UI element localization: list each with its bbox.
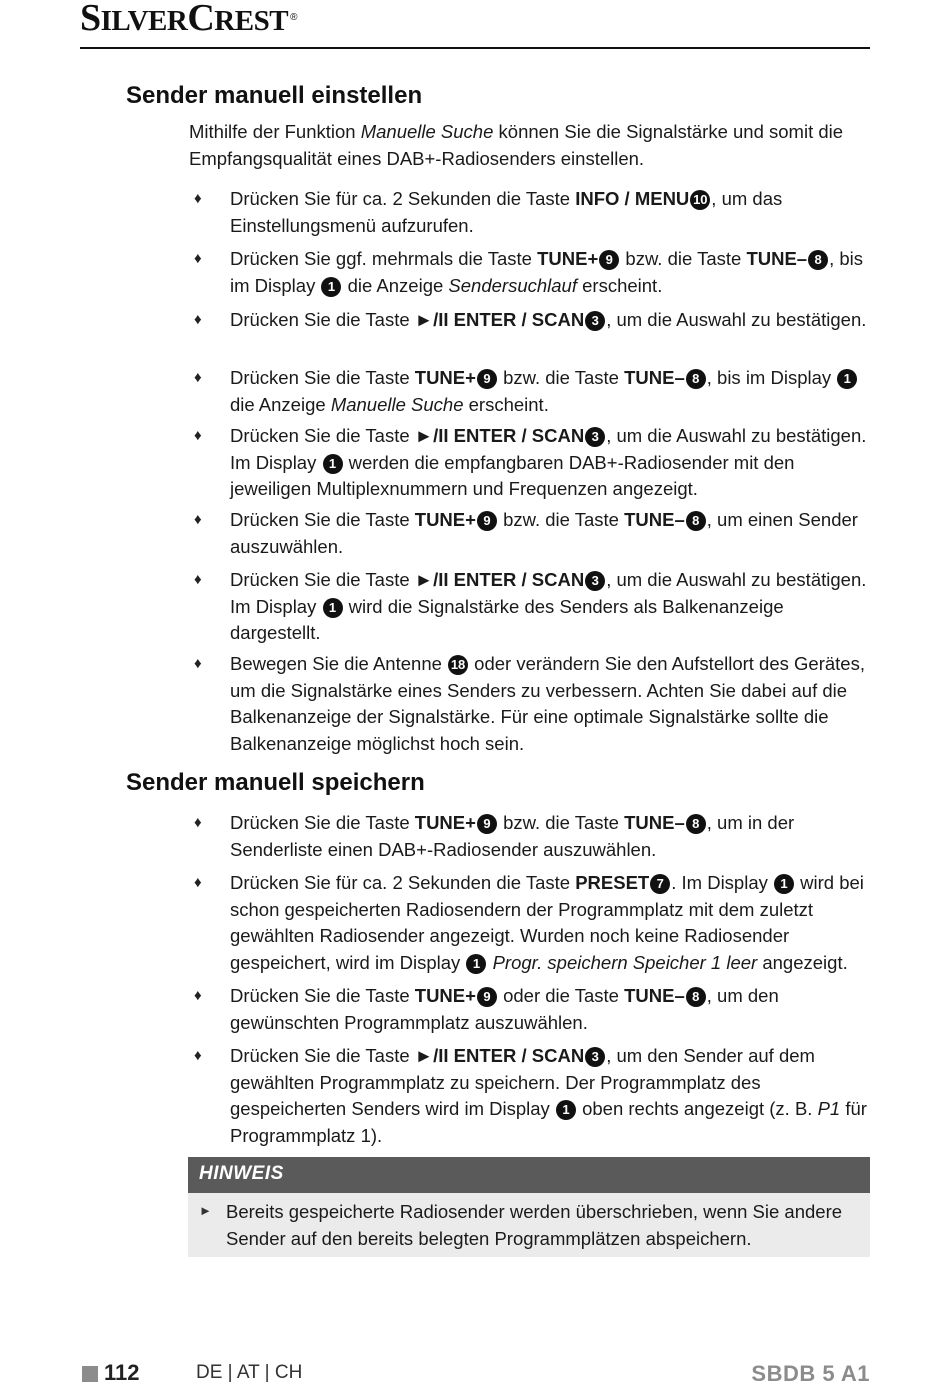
button-name: TUNE+ <box>414 812 476 833</box>
button-name: TUNE– <box>624 367 685 388</box>
control-number-badge: 10 <box>690 190 710 210</box>
button-name: TUNE– <box>624 509 685 530</box>
control-number-badge: 9 <box>477 369 497 389</box>
list-item-text <box>230 246 870 299</box>
text-segment: Drücken Sie die Taste <box>230 985 415 1006</box>
note-heading: HINWEIS <box>199 1163 284 1184</box>
text-segment: Drücken Sie die Taste <box>230 569 415 590</box>
text-segment: erscheint. <box>463 393 549 415</box>
control-number-badge: 9 <box>599 250 619 270</box>
control-number-badge: 3 <box>585 427 605 447</box>
control-number-badge: 18 <box>448 655 468 675</box>
text-segment: Drücken Sie die Taste <box>230 367 415 388</box>
list-item-text <box>230 365 870 418</box>
text-segment: bzw. die Taste <box>620 248 747 269</box>
list-item-text <box>230 307 870 334</box>
text-segment: bzw. die Taste <box>497 367 625 388</box>
control-number-badge: 9 <box>477 511 497 531</box>
country-codes: DE | AT | CH <box>196 1362 303 1383</box>
button-name: TUNE+ <box>414 509 476 530</box>
list-item-text <box>230 1043 870 1149</box>
diamond-bullet-icon: ♦ <box>194 571 202 588</box>
control-number-badge: 7 <box>650 874 670 894</box>
control-number-badge: 8 <box>686 814 706 834</box>
list-item-text <box>230 983 870 1036</box>
diamond-bullet-icon: ♦ <box>194 874 202 891</box>
diamond-bullet-icon: ♦ <box>194 250 202 267</box>
note-header <box>188 1157 870 1193</box>
diamond-bullet-icon: ♦ <box>194 190 202 207</box>
text-segment: erscheint. <box>576 274 663 296</box>
text-segment: , um die Auswahl zu bestätigen. Im Display <box>230 569 867 617</box>
list-item-text <box>230 423 870 503</box>
button-name: TUNE+ <box>414 367 476 388</box>
text-segment: , um das Einstellungsmenü aufzurufen. <box>230 188 783 236</box>
control-number-badge: 1 <box>321 277 341 297</box>
control-number-badge: 1 <box>323 598 343 618</box>
text-segment: , um den gewünschten Programmplatz auszuwählen. <box>230 985 779 1033</box>
text-segment: Drücken Sie die Taste <box>230 309 415 330</box>
control-number-badge: 8 <box>686 511 706 531</box>
text-segment: , um den Sender auf dem gewählten Programmplatz zu speichern. Der Programmplatz des gespeicherten Senders wird im Display <box>230 1045 815 1119</box>
control-number-badge: 1 <box>323 454 343 474</box>
text-segment: oder die Taste <box>497 985 625 1006</box>
page-number: 112 <box>104 1360 140 1385</box>
text-segment: die Anzeige <box>342 274 449 296</box>
button-name: TUNE– <box>624 985 685 1006</box>
list-item-text <box>230 186 870 239</box>
button-name: ►/II ENTER / SCAN <box>414 569 585 590</box>
text-segment: wird die Signalstärke des Senders als Balkenanzeige dargestellt. <box>230 595 784 643</box>
diamond-bullet-icon: ♦ <box>194 814 202 831</box>
text-segment: Bewegen Sie die Antenne <box>230 653 448 674</box>
text-segment: , um einen Sender auszuwählen. <box>230 509 858 557</box>
note-text: Bereits gespeicherte Radiosender werden überschrieben, wenn Sie andere Sender auf den bereits belegten Programmplätzen abspeichern. <box>226 1201 843 1249</box>
text-segment: Drücken Sie die Taste <box>230 1045 415 1066</box>
display-text: Manuelle Suche <box>330 393 464 415</box>
button-name: TUNE– <box>746 248 808 269</box>
button-name: TUNE+ <box>414 985 476 1006</box>
intro-paragraph: Mithilfe der Funktion Manuelle Suche können Sie die Signalstärke und somit die Empfangsqualität eines DAB+-Radiosenders einstellen. <box>189 121 844 169</box>
control-number-badge: 3 <box>585 571 605 591</box>
page-footer <box>80 1360 870 1386</box>
note-body <box>188 1193 870 1257</box>
text-segment: oben rechts angezeigt (z. B. <box>576 1098 818 1119</box>
page-marker-square <box>82 1366 98 1382</box>
diamond-bullet-icon: ♦ <box>194 311 202 328</box>
control-number-badge: 8 <box>686 987 706 1007</box>
list-item-text <box>230 567 870 647</box>
diamond-bullet-icon: ♦ <box>194 369 202 386</box>
control-number-badge: 9 <box>477 814 497 834</box>
button-name: INFO / MENU <box>575 188 690 209</box>
text-segment: angezeigt. <box>757 951 848 973</box>
text-segment: Drücken Sie die Taste <box>230 812 415 833</box>
list-item-text <box>230 870 870 976</box>
text-segment: Drücken Sie für ca. 2 Sekunden die Taste <box>230 872 576 893</box>
arrow-icon: ► <box>199 1203 212 1218</box>
text-segment: Drücken Sie die Taste <box>230 509 415 530</box>
text-segment: oder verändern Sie den Aufstellort des Gerätes, um die Signalstärke eines Senders zu verbessern. Achten Sie dabei auf die Balkenanzeige der Signalstärke. Für eine optimale Signalstärke sollte die Balkenanzeige möglichst hoch sein. <box>230 653 865 754</box>
text-segment: wird bei schon gespeicherten Radiosendern der Programmplatz mit dem zuletzt gewählten Radiosender angezeigt. Wurden noch keine Radiosender gespeichert, wird im Display <box>230 872 864 973</box>
section-title-manual-storing: Sender manuell speichern <box>126 769 425 796</box>
control-number-badge: 1 <box>466 954 486 974</box>
button-name: ►/II ENTER / SCAN <box>414 425 585 446</box>
control-number-badge: 3 <box>585 311 605 331</box>
text-segment: Drücken Sie ggf. mehrmals die Taste <box>230 248 538 269</box>
diamond-bullet-icon: ♦ <box>194 987 202 1004</box>
text-segment: Drücken Sie für ca. 2 Sekunden die Taste <box>230 188 576 209</box>
diamond-bullet-icon: ♦ <box>194 427 202 444</box>
control-number-badge: 1 <box>837 369 857 389</box>
text-segment: , um die Auswahl zu bestätigen. <box>606 309 867 330</box>
display-text: Sendersuchlauf <box>448 274 577 296</box>
control-number-badge: 3 <box>585 1047 605 1067</box>
header-divider <box>80 47 870 49</box>
brand-logo: SILVERCREST ® <box>80 0 297 39</box>
button-name: PRESET <box>575 872 650 893</box>
button-name: ►/II ENTER / SCAN <box>414 1045 585 1066</box>
control-number-badge: 1 <box>774 874 794 894</box>
text-segment: die Anzeige <box>230 393 331 415</box>
text-segment: bzw. die Taste <box>497 812 625 833</box>
text-segment: . Im Display <box>671 872 774 893</box>
text-segment: für Programmplatz 1). <box>230 1098 867 1146</box>
button-name: ►/II ENTER / SCAN <box>414 309 585 330</box>
list-item-text <box>230 507 870 560</box>
diamond-bullet-icon: ♦ <box>194 1047 202 1064</box>
display-text: P1 <box>817 1098 841 1119</box>
display-text: Progr. speichern Speicher 1 leer <box>492 951 758 973</box>
control-number-badge: 8 <box>808 250 828 270</box>
section-title-manual-tuning: Sender manuell einstellen <box>126 82 423 109</box>
text-segment: , bis im Display <box>230 248 864 296</box>
text-segment: , um in der Senderliste einen DAB+-Radiosender auszuwählen. <box>230 812 795 860</box>
list-item-text <box>230 810 870 863</box>
control-number-badge: 9 <box>477 987 497 1007</box>
text-segment: Drücken Sie die Taste <box>230 425 415 446</box>
model-number: SBDB 5 A1 <box>751 1361 870 1386</box>
control-number-badge: 1 <box>556 1100 576 1120</box>
button-name: TUNE+ <box>537 248 599 269</box>
text-segment: , bis im Display <box>706 367 837 388</box>
text-segment: werden die empfangbaren DAB+-Radiosender mit den jeweiligen Multiplexnummern und Frequenzen angezeigt. <box>230 451 795 499</box>
text-segment: , um die Auswahl zu bestätigen. Im Display <box>230 425 867 473</box>
button-name: TUNE– <box>624 812 685 833</box>
text-segment: bzw. die Taste <box>497 509 625 530</box>
list-item-text <box>230 651 870 757</box>
diamond-bullet-icon: ♦ <box>194 655 202 672</box>
diamond-bullet-icon: ♦ <box>194 511 202 528</box>
control-number-badge: 8 <box>686 369 706 389</box>
